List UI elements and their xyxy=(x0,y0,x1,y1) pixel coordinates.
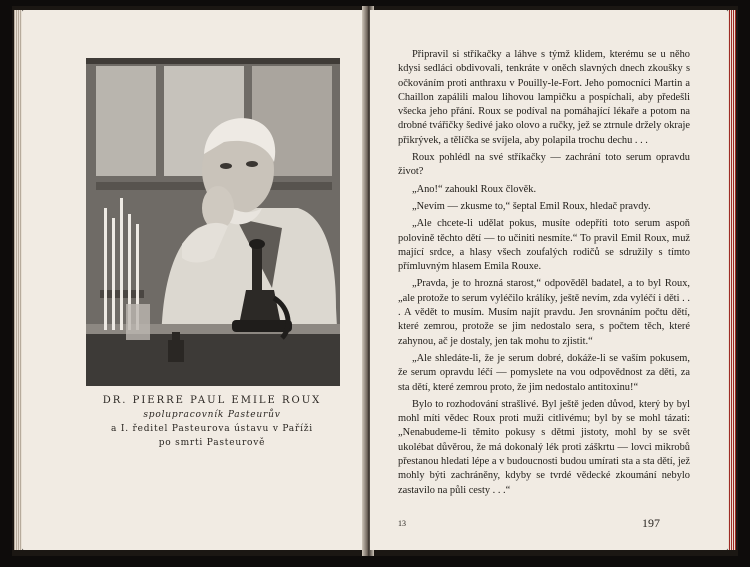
portrait-photo xyxy=(86,58,340,386)
caption-line-2: a I. ředitel Pasteurova ústavu v Paříži xyxy=(111,424,313,434)
caption-line-1: spolupracovník Pasteurův xyxy=(143,410,281,420)
paragraph: „Pravda, je to hrozná starost,“ odpověděl badatel, a to byl Roux, „ale protože to serum vyléčilo králíky, ještě nevím, zda vyléčí i děti . . . A vědět to musím. Musím najít pravdu. Jen srovnáním počtu dětí, které zemrou, protože se jim nedostalo sera, s počtem těch, které zahynou, ač je dostaly, jen tak mohu to zjistit.“ xyxy=(398,278,690,347)
body-text xyxy=(398,48,690,501)
paragraph: Připravil si stříkačky a láhve s týmž klidem, kterému se u něho kdysi sedláci obdivovali, tenkráte v oněch slavných dnech zkoušky s očkováním proti anthraxu v Pouilly-le-Fort. Jeho pomocníci Martin a Chaillon zapálili malou lihovou lampičku a pospíchali, aby předešli všecka jeho přání. Roux se podíval na pomáhající lékaře a potom na drobné tvářičky šedivé jako olovo a ručky, jež se ztrnule držely okraje přikrývek, a tělíčka se svíjela, aby polapila trochu dechu . . . xyxy=(398,49,690,146)
open-book xyxy=(12,6,738,556)
paragraph: Roux pohlédl na své stříkačky — zachrání toto serum opravdu život? xyxy=(398,152,690,178)
right-page xyxy=(370,10,728,550)
paragraph: „Ano!“ zahoukl Roux člověk. xyxy=(412,183,537,195)
caption-name: DR. PIERRE PAUL EMILE ROUX xyxy=(102,395,322,406)
left-page xyxy=(22,10,366,550)
paragraph: Bylo to rozhodování strašlivé. Byl ještě jeden důvod, který by byl mohl míti vědec Roux proti muži citlivému; byl by se mohl tázati: „Nenabudeme-li těmito pokusy s dětmi jistoty, mohl by se svět ukolébat důvěrou, že má dokonalý lék proti záškrtu — lovci mikrobů přestanou hledati lépe a v budoucnosti budou umírati sta a sta dětí, jež mohly býti zachráněny, kdyby se tvrdé vědecké zkoumání nebylo zastavilo na půli cesty . . .“ xyxy=(398,398,690,496)
signature-mark: 13 xyxy=(398,519,406,528)
photo-caption xyxy=(62,394,362,450)
page-edges-right xyxy=(728,10,736,550)
caption-line-3: po smrti Pasteurově xyxy=(158,438,266,448)
paragraph: „Nevím — zkusme to,“ šeptal Emil Roux, hledač pravdy. xyxy=(412,200,651,212)
page-number: 197 xyxy=(642,516,660,530)
page-edges-left xyxy=(14,10,22,550)
paragraph: „Ale shledáte-li, že je serum dobré, dokáže-li se vaším pokusem, že serum opravdu léčí — pomyslete na vou odpovědnost za děti, za sta dětí, které zemrou proto, že jim nedostalo antitoxinu!“ xyxy=(398,352,690,393)
paragraph: „Ale chcete-li udělat pokus, musíte odepříti toto serum aspoň polovině těchto dětí — to učiniti nesmíte.“ To pravil Emil Roux, muž mající srdce, a hlasy všech zoufalých rodičů se sdružily s tímto přímluvným hlasem Emila Rouxe. xyxy=(398,218,690,273)
